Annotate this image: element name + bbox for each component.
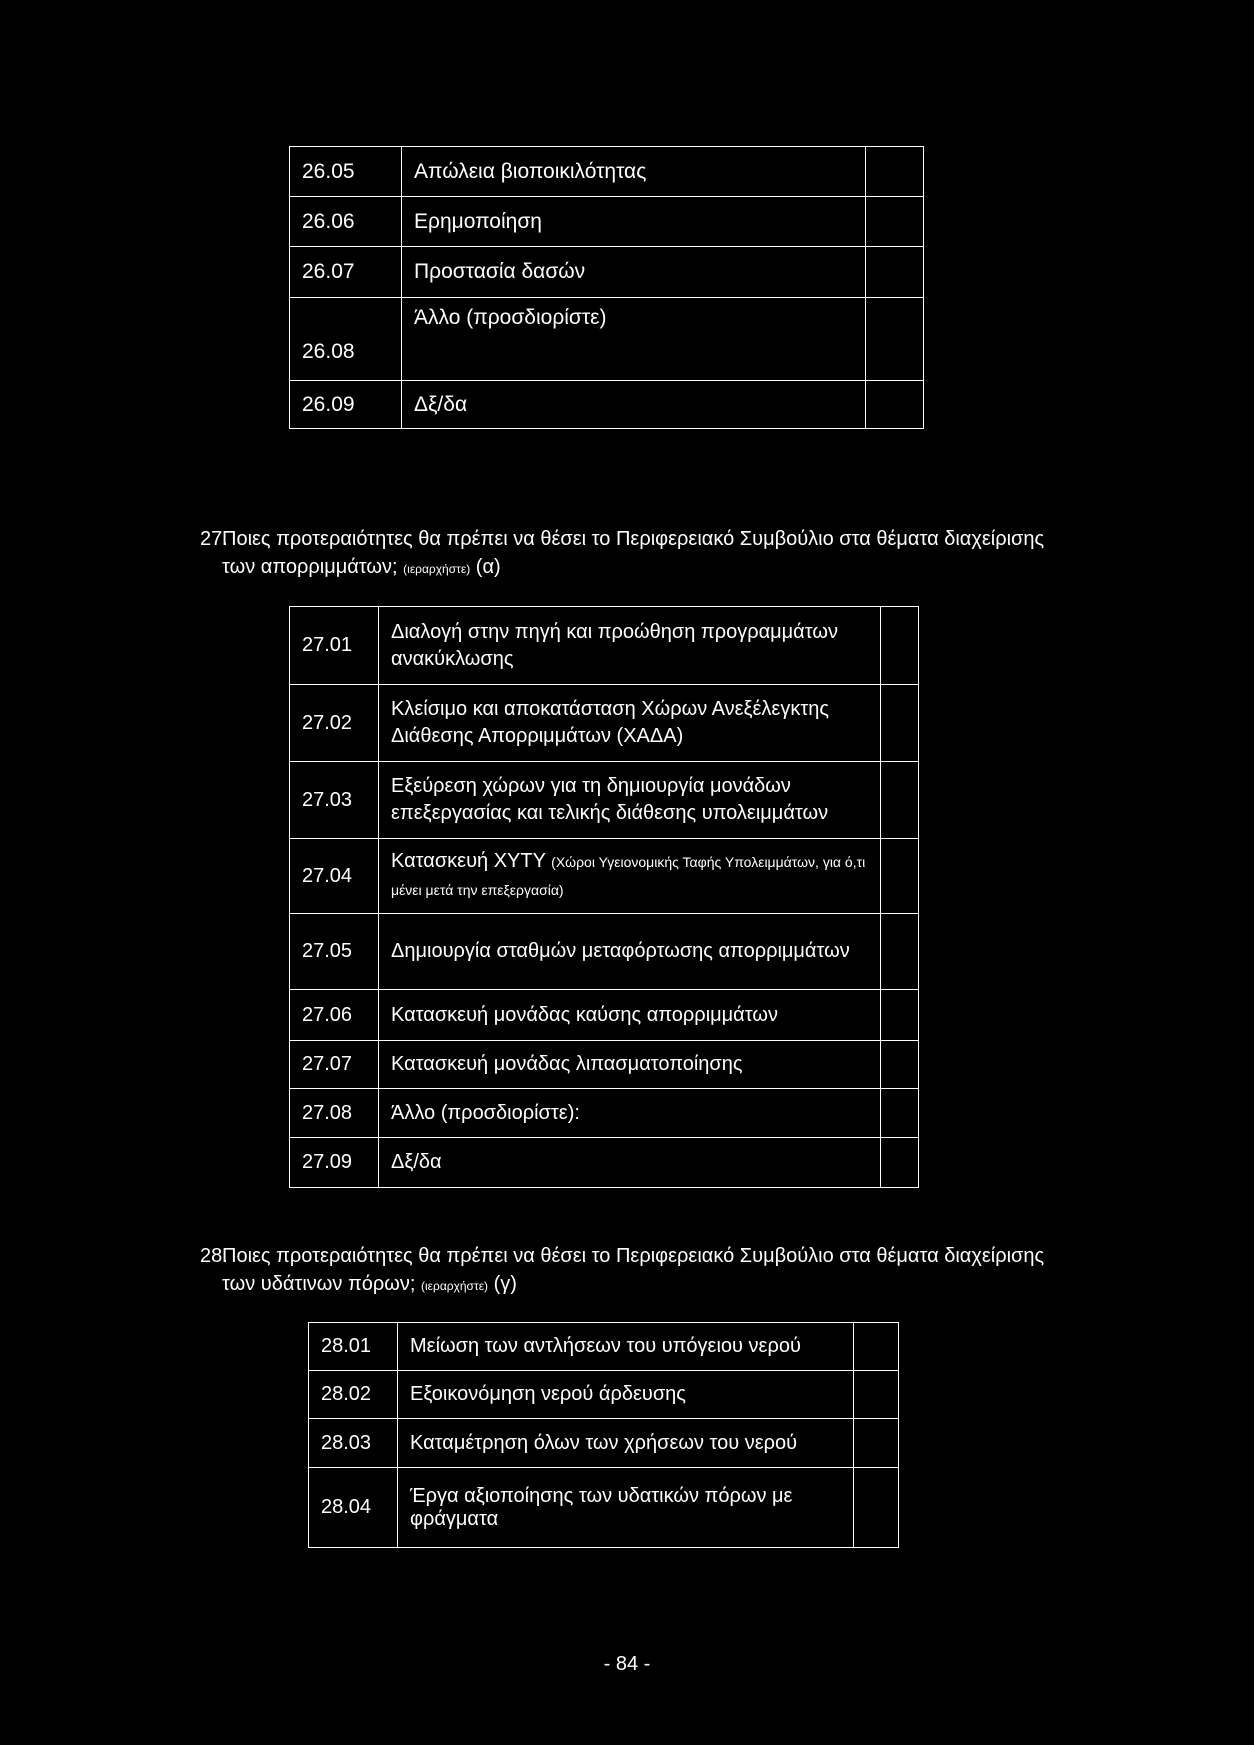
question-hint: (ιεραρχήστε)	[403, 562, 471, 576]
table-row	[290, 247, 924, 298]
answer-checkbox[interactable]	[881, 1041, 919, 1089]
row-code: 28.01	[309, 1323, 398, 1371]
table-row	[290, 1041, 919, 1089]
row-label: Κλείσιμο και αποκατάσταση Χώρων Ανεξέλεγκτης Διάθεσης Απορριμμάτων (ΧΑΔΑ)	[379, 685, 881, 762]
row-label: Κατασκευή μονάδας καύσης απορριμμάτων	[379, 990, 881, 1041]
row-label: Εξεύρεση χώρων για τη δημιουργία μονάδων επεξεργασίας και τελικής διάθεσης υπολειμμάτων	[379, 762, 881, 839]
answer-checkbox[interactable]	[866, 197, 924, 247]
table-row	[290, 147, 924, 197]
row-code: 27.01	[290, 607, 379, 685]
table-row	[290, 298, 924, 381]
question-27	[200, 525, 1062, 583]
table-row	[290, 381, 924, 429]
answer-checkbox[interactable]	[854, 1419, 899, 1468]
answer-checkbox[interactable]	[854, 1323, 899, 1371]
row-code: 27.08	[290, 1089, 379, 1138]
table-row	[290, 762, 919, 839]
row-code: 27.02	[290, 685, 379, 762]
table-row	[309, 1371, 899, 1419]
table-row	[290, 1089, 919, 1138]
row-code: 27.09	[290, 1138, 379, 1188]
answer-checkbox[interactable]	[866, 298, 924, 381]
row-label: Δημιουργία σταθμών μεταφόρτωσης απορριμμάτων	[379, 914, 881, 990]
answer-checkbox[interactable]	[881, 839, 919, 914]
answer-checkbox[interactable]	[854, 1468, 899, 1548]
table-row	[309, 1468, 899, 1548]
question-suffix: (γ)	[493, 1273, 517, 1295]
question-text: Ποιες προτεραιότητες θα πρέπει να θέσει το Περιφερειακό Συμβούλιο στα θέματα διαχείρισης των υδάτινων πόρων;	[222, 1245, 1045, 1295]
table-row	[290, 990, 919, 1041]
table-row	[290, 914, 919, 990]
row-code: 28.04	[309, 1468, 398, 1548]
row-label: Εξοικονόμηση νερού άρδευσης	[398, 1371, 854, 1419]
table-row	[290, 839, 919, 914]
row-label: Ερημοποίηση	[402, 197, 866, 247]
table-28	[308, 1322, 899, 1548]
table-row	[290, 685, 919, 762]
question-hint: (ιεραρχήστε)	[420, 1279, 489, 1293]
row-code: 27.07	[290, 1041, 379, 1089]
answer-checkbox[interactable]	[866, 247, 924, 298]
answer-checkbox[interactable]	[881, 990, 919, 1041]
answer-checkbox[interactable]	[881, 685, 919, 762]
row-label: Άλλο (προσδιορίστε)	[402, 298, 866, 381]
question-suffix: (α)	[475, 556, 501, 578]
row-label: Έργα αξιοποίησης των υδατικών πόρων με φράγματα	[398, 1468, 854, 1548]
question-text: Ποιες προτεραιότητες θα πρέπει να θέσει το Περιφερειακό Συμβούλιο στα θέματα διαχείρισης των απορριμμάτων;	[222, 528, 1045, 578]
table-26	[289, 146, 924, 429]
answer-checkbox[interactable]	[866, 381, 924, 429]
row-code: 27.04	[290, 839, 379, 914]
row-code: 27.05	[290, 914, 379, 990]
row-code: 26.07	[290, 247, 402, 298]
row-label: Δξ/δα	[402, 381, 866, 429]
question-number: 28.	[200, 1245, 228, 1267]
row-label: Άλλο (προσδιορίστε):	[379, 1089, 881, 1138]
row-code: 26.09	[290, 381, 402, 429]
answer-checkbox[interactable]	[881, 914, 919, 990]
table-row	[309, 1419, 899, 1468]
answer-checkbox[interactable]	[881, 607, 919, 685]
row-label: Απώλεια βιοποικιλότητας	[402, 147, 866, 197]
row-code: 28.02	[309, 1371, 398, 1419]
question-28	[200, 1242, 1062, 1300]
answer-checkbox[interactable]	[881, 762, 919, 839]
row-label: Διαλογή στην πηγή και προώθηση προγραμμάτων ανακύκλωσης	[379, 607, 881, 685]
answer-checkbox[interactable]	[881, 1138, 919, 1188]
table-row	[290, 197, 924, 247]
row-label: Κατασκευή μονάδας λιπασματοποίησης	[379, 1041, 881, 1089]
row-code: 27.03	[290, 762, 379, 839]
row-label-main: Κατασκευή ΧΥΤΥ	[391, 850, 546, 872]
row-code: 26.08	[290, 298, 402, 381]
table-row	[290, 1138, 919, 1188]
row-code: 27.06	[290, 990, 379, 1041]
row-label: Μείωση των αντλήσεων του υπόγειου νερού	[398, 1323, 854, 1371]
row-label: Δξ/δα	[379, 1138, 881, 1188]
answer-checkbox[interactable]	[866, 147, 924, 197]
row-label-note: (Χώροι Υγειονομικής Ταφής Υπολειμμάτων, για ό,τι μένει μετά την επεξεργασία)	[391, 854, 866, 898]
row-code: 26.06	[290, 197, 402, 247]
table-27	[289, 606, 919, 1188]
row-code: 28.03	[309, 1419, 398, 1468]
table-row	[309, 1323, 899, 1371]
row-label: Προστασία δασών	[402, 247, 866, 298]
page-number: - 84 -	[603, 1653, 651, 1675]
answer-checkbox[interactable]	[854, 1371, 899, 1419]
row-code: 26.05	[290, 147, 402, 197]
row-label	[379, 839, 881, 914]
table-row	[290, 607, 919, 685]
answer-checkbox[interactable]	[881, 1089, 919, 1138]
question-number: 27.	[200, 528, 228, 550]
row-label: Καταμέτρηση όλων των χρήσεων του νερού	[398, 1419, 854, 1468]
